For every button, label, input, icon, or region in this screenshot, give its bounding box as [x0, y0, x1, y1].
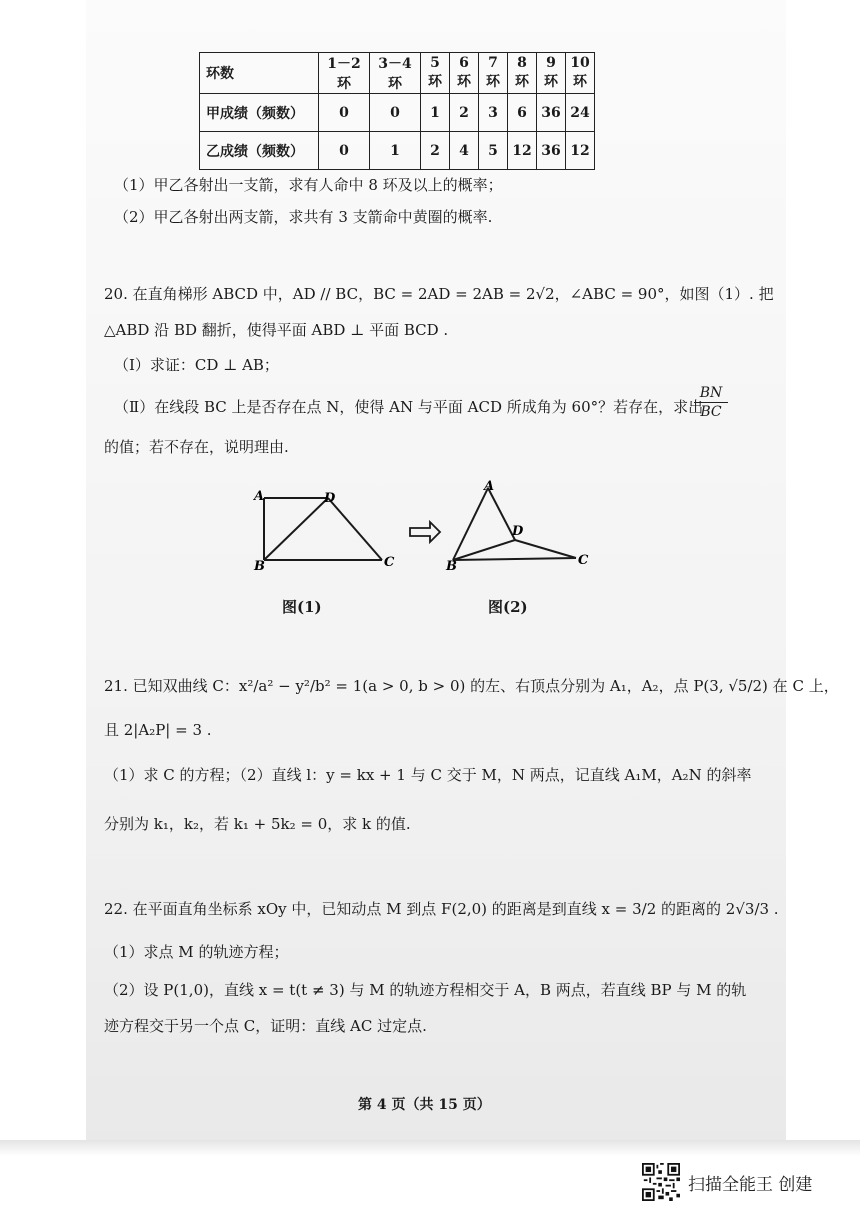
- table-cell: 2: [421, 132, 450, 170]
- fig2-label-d: D: [512, 524, 524, 539]
- table-row-label: 乙成绩（频数）: [200, 132, 319, 170]
- table-row: [200, 132, 595, 170]
- segment-bd: [264, 498, 328, 560]
- table-cell: 36: [537, 94, 566, 132]
- q19-part1: （1）甲乙各射出一支箭，求有人命中 8 环及以上的概率；: [114, 176, 503, 194]
- geometry-figures: [240, 480, 620, 580]
- table-header-cell: 环数: [200, 53, 319, 94]
- q22-line2: （1）求点 M 的轨迹方程；: [104, 943, 289, 961]
- figure-1-caption: 图(1): [282, 598, 322, 616]
- table-cell: 5: [479, 132, 508, 170]
- q20-line2: △ABD 沿 BD 翻折，使得平面 ABD ⊥ 平面 BCD .: [104, 321, 449, 339]
- table-header-cell: 3－4环: [370, 53, 421, 94]
- q20-fraction: [694, 384, 728, 421]
- table-cell: 0: [319, 94, 370, 132]
- q22-line1: 22. 在平面直角坐标系 xOy 中，已知动点 M 到点 F(2,0) 的距离是到直线 x = 3/2 的距离的 2√3/3 .: [104, 900, 779, 918]
- table-cell: 36: [537, 132, 566, 170]
- page-number: 第 4 页（共 15 页）: [358, 1097, 491, 1113]
- q20-line1: 20. 在直角梯形 ABCD 中，AD // BC，BC = 2AD = 2AB = 2√2，∠ABC = 90°，如图（1）. 把: [104, 285, 774, 303]
- scanner-brand: [642, 1162, 812, 1202]
- score-table: [199, 52, 595, 170]
- table-row: [200, 94, 595, 132]
- table-cell: 6: [508, 94, 537, 132]
- fig1-label-b: B: [254, 559, 265, 574]
- q19-part2: （2）甲乙各射出两支箭，求共有 3 支箭命中黄圈的概率.: [114, 208, 493, 226]
- table-cell: 12: [566, 132, 595, 170]
- q20-part2: （Ⅱ）在线段 BC 上是否存在点 N，使得 AN 与平面 ACD 所成角为 60°？若存在，求出: [114, 398, 704, 416]
- fig2-label-b: B: [446, 559, 457, 574]
- fig1-label-d: D: [324, 491, 336, 506]
- q22-line4: 迹方程交于另一个点 C，证明：直线 AC 过定点.: [104, 1017, 427, 1035]
- fraction-denominator: BC: [700, 404, 722, 420]
- table-header-cell: 6环: [450, 53, 479, 94]
- paper-edge: [0, 1140, 860, 1156]
- table-header-cell: 8环: [508, 53, 537, 94]
- table-header-cell: 10环: [566, 53, 595, 94]
- fig2-label-c: C: [578, 553, 589, 568]
- segment-ad2: [488, 488, 515, 540]
- arrow-icon: [410, 522, 440, 542]
- table-cell: 0: [370, 94, 421, 132]
- q22-line3: （2）设 P(1,0)，直线 x = t(t ≠ 3) 与 M 的轨迹方程相交于 A，B 两点，若直线 BP 与 M 的轨: [104, 981, 747, 999]
- table-cell: 3: [479, 94, 508, 132]
- figure-1-drawing: [264, 498, 382, 560]
- segment-dc: [328, 498, 382, 560]
- fraction-numerator: BN: [694, 384, 728, 403]
- table-cell: 1: [421, 94, 450, 132]
- table-cell: 12: [508, 132, 537, 170]
- q20-line5: 的值；若不存在，说明理由.: [104, 438, 289, 456]
- q21-line1: 21. 已知双曲线 C：x²/a² − y²/b² = 1(a > 0, b > 0) 的左、右顶点分别为 A₁，A₂，点 P(3, √5/2) 在 C 上，: [104, 677, 839, 695]
- q21-line4: 分别为 k₁，k₂，若 k₁ + 5k₂ = 0，求 k 的值.: [104, 815, 411, 833]
- table-cell: 1: [370, 132, 421, 170]
- brand-text: 扫描全能王 创建: [688, 1174, 813, 1195]
- q21-line2: 且 2|A₂P| = 3 .: [104, 721, 212, 739]
- table-cell: 0: [319, 132, 370, 170]
- table-header-cell: 5环: [421, 53, 450, 94]
- q21-line3: （1）求 C 的方程；（2）直线 l：y = kx + 1 与 C 交于 M，N 两点，记直线 A₁M，A₂N 的斜率: [104, 766, 752, 784]
- table-header-row: [200, 53, 595, 94]
- table-header-cell: 7环: [479, 53, 508, 94]
- fig1-label-a: A: [254, 489, 265, 504]
- figure-2-caption: 图(2): [488, 598, 528, 616]
- table-cell: 2: [450, 94, 479, 132]
- segment-dc2: [515, 540, 576, 558]
- qr-code-icon: [642, 1163, 680, 1201]
- table-row-label: 甲成绩（频数）: [200, 94, 319, 132]
- table-cell: 4: [450, 132, 479, 170]
- table-header-cell: 9环: [537, 53, 566, 94]
- fig2-label-a: A: [484, 480, 495, 494]
- segment-ab2: [453, 488, 488, 560]
- table-header-cell: 1－2环: [319, 53, 370, 94]
- fig1-label-c: C: [384, 555, 395, 570]
- q20-part1: （Ⅰ）求证：CD ⊥ AB；: [114, 356, 279, 374]
- segment-bc2: [453, 558, 576, 560]
- table-cell: 24: [566, 94, 595, 132]
